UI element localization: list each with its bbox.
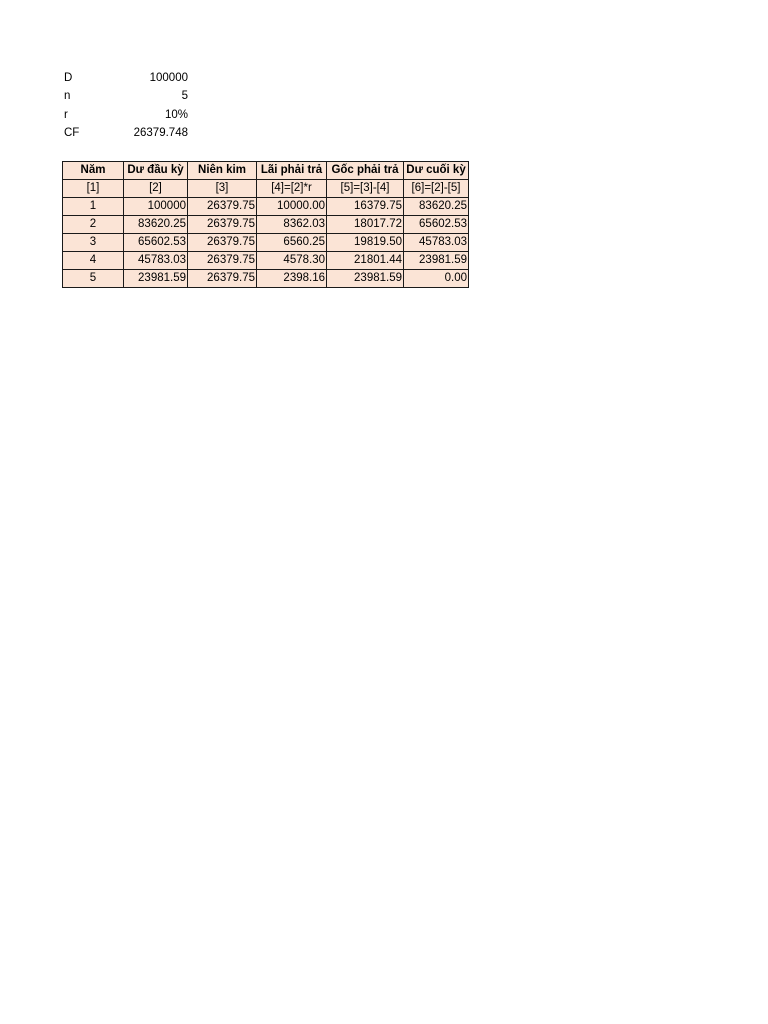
table-cell[interactable]: 1 (63, 198, 124, 216)
param-value: 100000 (149, 72, 188, 84)
param-value: 10% (164, 108, 188, 121)
table-cell[interactable]: 100000 (124, 198, 188, 216)
table-cell[interactable]: 65602.53 (404, 216, 469, 234)
table-cell[interactable]: 2398.16 (257, 270, 327, 288)
column-header-annuity[interactable]: Niên kim (188, 162, 257, 180)
table-cell[interactable]: 18017.72 (327, 216, 404, 234)
table-cell[interactable]: 8362.03 (257, 216, 327, 234)
table-cell[interactable]: 45783.03 (124, 252, 188, 270)
table-cell[interactable]: 4578.30 (257, 252, 327, 270)
table-cell[interactable]: 2 (63, 216, 124, 234)
formula-cell[interactable]: [6]=[2]-[5] (404, 180, 469, 198)
table-row (63, 216, 469, 234)
table-cell[interactable]: 23981.59 (124, 270, 188, 288)
table-cell[interactable]: 6560.25 (257, 234, 327, 252)
param-label: r (64, 108, 68, 121)
table-cell[interactable]: 23981.59 (327, 270, 404, 288)
table-cell[interactable]: 83620.25 (404, 198, 469, 216)
table-cell[interactable]: 83620.25 (124, 216, 188, 234)
formula-cell[interactable]: [5]=[3]-[4] (327, 180, 404, 198)
param-value: 5 (181, 90, 188, 103)
table-cell[interactable]: 26379.75 (188, 234, 257, 252)
param-row-n[interactable] (64, 87, 188, 105)
amortization-table (62, 161, 469, 288)
table-cell[interactable]: 4 (63, 252, 124, 270)
param-label: CF (64, 126, 80, 139)
table-cell[interactable]: 21801.44 (327, 252, 404, 270)
column-header-principal[interactable]: Gốc phải trả (327, 162, 404, 180)
column-header-opening-balance[interactable]: Dư đầu kỳ (124, 162, 188, 180)
table-row (63, 252, 469, 270)
param-value: 26379.748 (133, 126, 188, 139)
param-row-r[interactable] (64, 106, 188, 124)
table-cell[interactable]: 26379.75 (188, 252, 257, 270)
formula-cell[interactable]: [3] (188, 180, 257, 198)
column-header-interest[interactable]: Lãi phải trả (257, 162, 327, 180)
column-header-year[interactable]: Năm (63, 162, 124, 180)
table-cell[interactable]: 10000.00 (257, 198, 327, 216)
param-row-cf[interactable] (64, 124, 188, 142)
formula-row (63, 180, 469, 198)
formula-cell[interactable]: [4]=[2]*r (257, 180, 327, 198)
formula-cell[interactable]: [2] (124, 180, 188, 198)
table-cell[interactable]: 26379.75 (188, 270, 257, 288)
table-cell[interactable]: 16379.75 (327, 198, 404, 216)
table-cell[interactable]: 19819.50 (327, 234, 404, 252)
table-header-row (63, 162, 469, 180)
table-row (63, 234, 469, 252)
formula-cell[interactable]: [1] (63, 180, 124, 198)
table-row (63, 270, 469, 288)
table-cell[interactable]: 26379.75 (188, 198, 257, 216)
table-cell[interactable]: 26379.75 (188, 216, 257, 234)
table-cell[interactable]: 3 (63, 234, 124, 252)
param-label: D (64, 72, 73, 84)
column-header-closing-balance[interactable]: Dư cuối kỳ (404, 162, 469, 180)
table-cell[interactable]: 65602.53 (124, 234, 188, 252)
table-cell[interactable]: 5 (63, 270, 124, 288)
table-row (63, 198, 469, 216)
param-row-d[interactable] (64, 69, 188, 87)
loan-parameters (64, 69, 188, 142)
table-cell[interactable]: 0.00 (404, 270, 469, 288)
param-label: n (64, 90, 71, 103)
table-cell[interactable]: 23981.59 (404, 252, 469, 270)
table-cell[interactable]: 45783.03 (404, 234, 469, 252)
